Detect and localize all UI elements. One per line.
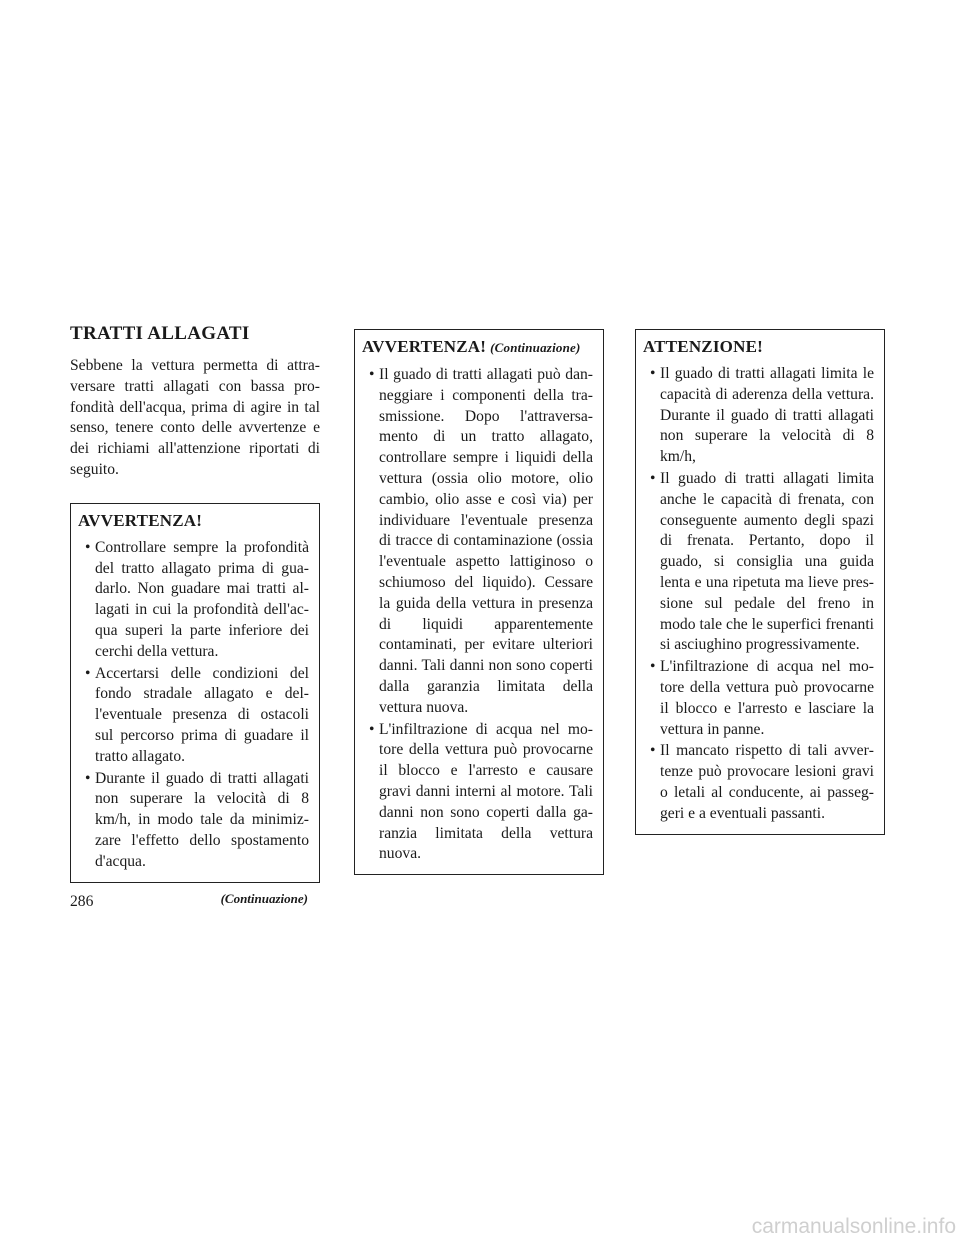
page-number: 286 <box>70 893 94 910</box>
bullet-icon: • <box>650 658 656 676</box>
section-title: TRATTI ALLAGATI <box>70 323 250 344</box>
continuation-label: (Continuazione) <box>490 340 581 355</box>
column-left <box>70 322 320 909</box>
column-middle <box>354 329 604 875</box>
bullet-icon: • <box>650 742 656 760</box>
list-item: • Il mancato rispetto di tali avvertenze può provocare lesioni gravi o letali al conducente, ai passeggeri e a eventuali passanti. <box>650 742 874 822</box>
warning-list <box>78 538 309 873</box>
watermark: carmanualsonline.info <box>751 1215 956 1238</box>
column-right <box>635 329 885 835</box>
bullet-icon: • <box>650 469 656 487</box>
caution-box <box>635 329 885 835</box>
list-item: • Il guado di tratti allagati può danneggiare i componenti della trasmissione. Dopo l'attraversamento di un tratto allagato, controllare sempre i liquidi della vettura (ossia olio motore, olio cambio, olio asse e così via) per individuare l'eventuale presenza di tracce di contaminazione (ossia l'eventuale aspetto lattiginoso o schiumoso del liquido). Cessare la guida della vettura in presenza di liquidi apparentemente contaminati, per evitare ulteriori danni. Tali danni non sono coperti dalla garanzia limitata della vettura nuova. <box>369 366 593 716</box>
bullet-icon: • <box>85 538 91 556</box>
bullet-icon: • <box>650 365 656 382</box>
warning-title: AVVERTENZA! <box>78 510 203 530</box>
bullet-icon: • <box>85 664 91 682</box>
list-item: • Controllare sempre la profondità del tratto allagato prima di guadarlo. Non guadare mai tratti allagati in cui la profondità dell'acqua superi la parte inferiore dei cerchi della vettura. <box>85 538 309 660</box>
bullet-icon: • <box>85 769 91 787</box>
warning-box-1 <box>70 503 320 883</box>
caution-list <box>643 364 874 825</box>
continue-note: (Continuazione) <box>220 890 308 906</box>
bullet-icon: • <box>369 366 375 383</box>
warning-title: AVVERTENZA! (Continuazione) <box>362 337 581 356</box>
list-item: • Il guado di tratti allagati limita le capacità di aderenza della vettura. Durante il guado di tratti allagati non superare la velocità di 8 km/h, <box>650 365 874 466</box>
warning-box-2 <box>354 329 604 875</box>
list-item: • Durante il guado di tratti allagati non superare la velocità di 8 km/h, in modo tale da minimizzare l'effetto dello spostamento d'acqua. <box>85 769 309 870</box>
list-item: • L'infiltrazione di acqua nel motore della vettura può provocarne il blocco e l'arresto e causare gravi danni interni al motore. Tali danni non sono coperti dalla garanzia limitata della vettura nuova. <box>369 720 593 863</box>
caution-title: ATTENZIONE! <box>643 337 763 356</box>
list-item: • Accertarsi delle condizioni del fondo stradale allagato e dell'eventuale presenza di ostacoli sul percorso prima di guadare il tratto allagato. <box>85 664 309 765</box>
list-item: • Il guado di tratti allagati limita anche le capacità di frenata, con conseguente aumento degli spazi di frenata. Pertanto, dopo il guado, si consiglia una guida lenta e una ripetuta ma lieve pressione sul pedale del freno in modo tale che le superfici frenanti si asciughino progressivamente. <box>650 469 874 654</box>
list-item: • L'infiltrazione di acqua nel motore della vettura può provocarne il blocco e l'arresto e lasciare la vettura in panne. <box>650 658 874 738</box>
bullet-icon: • <box>369 720 375 738</box>
intro-paragraph: Sebbene la vettura permetta di attraversare tratti allagati con bassa profondità dell'acqua, prima di agire in tal senso, tenere conto delle avvertenze e dei richiami all'attenzione riportati di seguito. <box>70 357 320 478</box>
warning-list <box>362 365 593 865</box>
